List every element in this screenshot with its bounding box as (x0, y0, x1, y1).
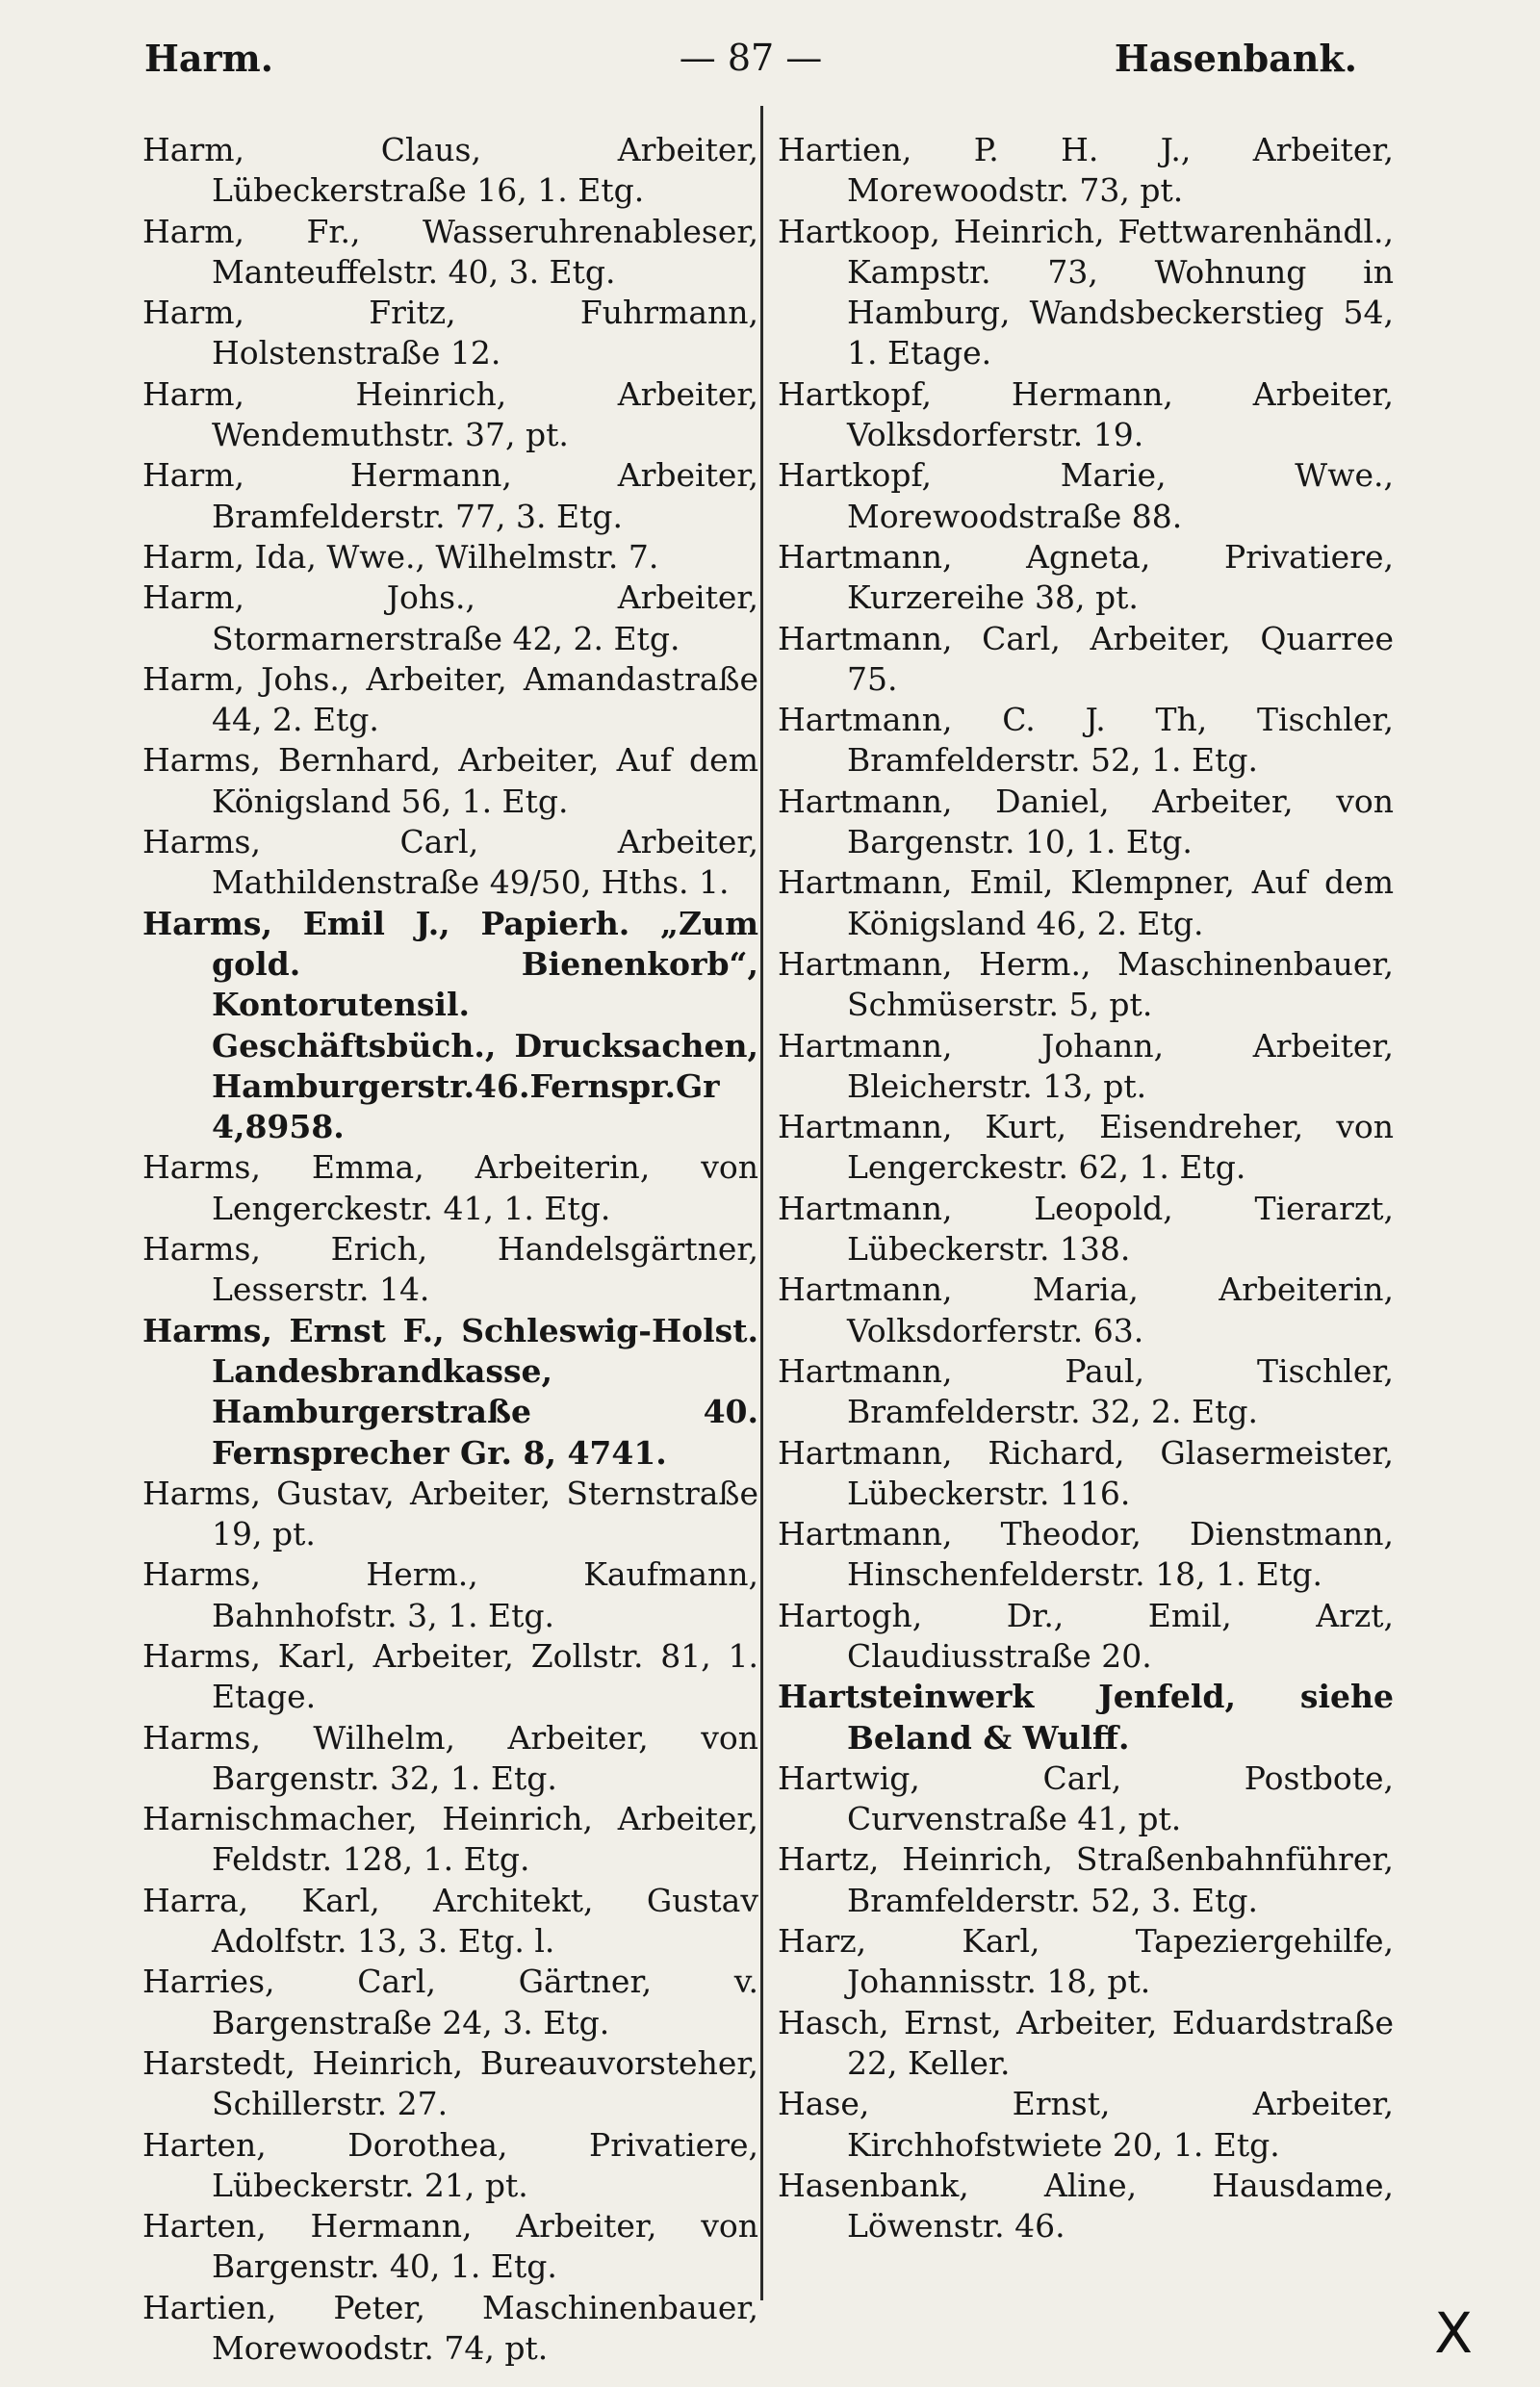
directory-entry: Harz, Karl, Tapeziergehilfe, Johannisstr. 18, pt. (778, 1922, 1394, 2001)
directory-entry: Harm, Claus, Arbeiter, Lübeckerstraße 16, 1. Etg. (142, 131, 758, 210)
directory-entry: Hartmann, Johann, Arbeiter, Bleicherstr. 13, pt. (778, 1026, 1394, 1105)
directory-entry: Hartz, Heinrich, Straßenbahnführer, Bramfelderstr. 52, 3. Etg. (778, 1840, 1394, 1919)
directory-entry: Hartmann, C. J. Th, Tischler, Bramfelderstr. 52, 1. Etg. (778, 701, 1394, 780)
directory-entry: Harm, Johs., Arbeiter, Amandastraße 44, 2. Etg. (142, 659, 758, 739)
directory-entry: Harten, Hermann, Arbeiter, von Bargenstr. 40, 1. Etg. (142, 2207, 758, 2286)
directory-entry: Harm, Ida, Wwe., Wilhelmstr. 7. (142, 537, 659, 576)
directory-entry: Harms, Carl, Arbeiter, Mathildenstraße 49/50, Hths. 1. (142, 823, 758, 902)
directory-entry: Hartkopf, Marie, Wwe., Morewoodstraße 88. (778, 456, 1394, 535)
directory-entry: Hartien, P. H. J., Arbeiter, Morewoodstr. 73, pt. (778, 131, 1394, 210)
directory-entry: Hartkopf, Hermann, Arbeiter, Volksdorferstr. 19. (778, 374, 1394, 454)
directory-entry: Hartmann, Paul, Tischler, Bramfelderstr. 32, 2. Etg. (778, 1351, 1394, 1431)
directory-entry: Harms, Ernst F., Schleswig-Holst. Landesbrandkasse, Hamburgerstraße 40. Fernsprecher Gr. 8, 4741. (142, 1311, 758, 1472)
header-left-catchword: Harm. (144, 37, 273, 80)
directory-entry: Harries, Carl, Gärtner, v. Bargenstraße 24, 3. Etg. (142, 1963, 758, 2041)
directory-entry: Hartmann, Leopold, Tierarzt, Lübeckerstr. 138. (778, 1189, 1394, 1269)
header-right-catchword: Hasenbank. (1114, 37, 1357, 80)
directory-entry: Hasenbank, Aline, Hausdame, Löwenstr. 46. (778, 2166, 1394, 2246)
directory-entry: Hartmann, Daniel, Arbeiter, von Bargenstr. 10, 1. Etg. (778, 782, 1394, 861)
page-number: — 87 — (679, 37, 823, 79)
directory-entry: Harten, Dorothea, Privatiere, Lübeckerstr. 21, pt. (142, 2125, 758, 2204)
directory-entry: Harm, Hermann, Arbeiter, Bramfelderstr. 77, 3. Etg. (142, 456, 758, 535)
directory-entry: Harms, Emil J., Papierh. „Zum gold. Bienenkorb“, Kontorutensil. Geschäftsbüch., Drucksachen, Hamburgerstr.46.Fernspr.Gr 4,8958. (142, 904, 758, 1146)
directory-entry: Hartsteinwerk Jenfeld, siehe Beland & Wulff. (778, 1678, 1394, 1757)
directory-entry: Harm, Heinrich, Arbeiter, Wendemuthstr. 37, pt. (142, 374, 758, 454)
directory-entry: Hartmann, Kurt, Eisendreher, von Lengerckestr. 62, 1. Etg. (778, 1108, 1394, 1187)
right-column (778, 130, 1394, 2246)
directory-entry: Hartogh, Dr., Emil, Arzt, Claudiusstraße 20. (778, 1596, 1394, 1675)
directory-entry: Hartkoop, Heinrich, Fettwarenhändl., Kampstr. 73, Wohnung in Hamburg, Wandsbeckerstieg 54, 1. Etage. (778, 212, 1394, 372)
page-header (135, 37, 1367, 94)
directory-entry: Hartwig, Carl, Postbote, Curvenstraße 41, pt. (778, 1758, 1394, 1838)
directory-entry: Harms, Karl, Arbeiter, Zollstr. 81, 1. Etage. (142, 1636, 758, 1716)
directory-entry: Harm, Fr., Wasseruhrenableser, Manteuffelstr. 40, 3. Etg. (142, 212, 758, 291)
directory-entry: Harm, Johs., Arbeiter, Stormarnerstraße 42, 2. Etg. (142, 578, 758, 657)
directory-entry: Hartmann, Herm., Maschinenbauer, Schmüserstr. 5, pt. (778, 944, 1394, 1024)
directory-entry: Hartmann, Maria, Arbeiterin, Volksdorferstr. 63. (778, 1270, 1394, 1349)
directory-entry: Hartmann, Emil, Klempner, Auf dem Königsland 46, 2. Etg. (778, 863, 1394, 942)
handwritten-mark: X (1434, 2300, 1473, 2366)
directory-entry: Harms, Bernhard, Arbeiter, Auf dem Königsland 56, 1. Etg. (142, 741, 758, 820)
directory-entry: Hasch, Ernst, Arbeiter, Eduardstraße 22, Keller. (778, 2003, 1394, 2082)
directory-entry: Harms, Erich, Handelsgärtner, Lesserstr. 14. (142, 1230, 758, 1309)
directory-entry: Hartmann, Agneta, Privatiere, Kurzereihe 38, pt. (778, 537, 1394, 617)
directory-entry: Hase, Ernst, Arbeiter, Kirchhofstwiete 20, 1. Etg. (778, 2085, 1394, 2164)
left-column (142, 130, 758, 2369)
directory-entry: Harms, Emma, Arbeiterin, von Lengerckestr. 41, 1. Etg. (142, 1148, 758, 1227)
directory-entry: Harstedt, Heinrich, Bureauvorsteher, Schillerstr. 27. (142, 2043, 758, 2123)
directory-entry: Harra, Karl, Architekt, Gustav Adolfstr. 13, 3. Etg. l. (142, 1881, 758, 1961)
column-divider (760, 106, 763, 2300)
directory-entry: Harms, Herm., Kaufmann, Bahnhofstr. 3, 1. Etg. (142, 1555, 758, 1634)
directory-entry: Harms, Wilhelm, Arbeiter, von Bargenstr. 32, 1. Etg. (142, 1718, 758, 1797)
directory-entry: Hartmann, Richard, Glasermeister, Lübeckerstr. 116. (778, 1433, 1394, 1512)
directory-entry: Harm, Fritz, Fuhrmann, Holstenstraße 12. (142, 294, 758, 372)
directory-entry: Harms, Gustav, Arbeiter, Sternstraße 19, pt. (142, 1474, 758, 1553)
directory-entry: Harnischmacher, Heinrich, Arbeiter, Feldstr. 128, 1. Etg. (142, 1800, 758, 1879)
directory-entry: Hartmann, Theodor, Dienstmann, Hinschenfelderstr. 18, 1. Etg. (778, 1515, 1394, 1594)
directory-entry: Hartmann, Carl, Arbeiter, Quarree 75. (778, 619, 1394, 698)
directory-entry: Hartien, Peter, Maschinenbauer, Morewoodstr. 74, pt. (142, 2288, 758, 2368)
